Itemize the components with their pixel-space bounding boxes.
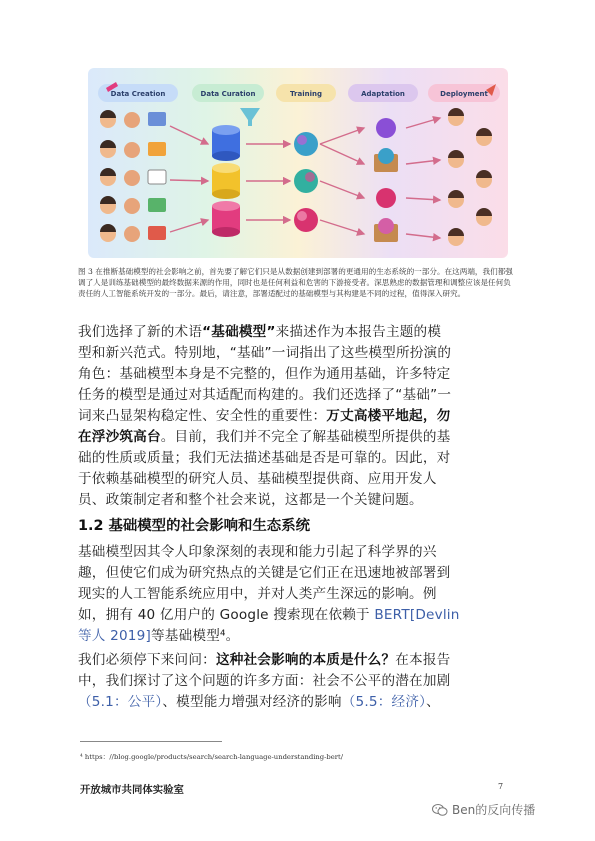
paragraph-foundation-term [78,322,518,511]
stage-header-adaptation [348,84,418,102]
text-line: 现实的人工智能系统应用中，并对人类产生深远的影响。例 [78,586,437,602]
text-line: 型和新兴范式。特别地，“基础”一词指出了这些模型所扮演的 [78,345,452,361]
paragraph-social-impact [78,542,518,647]
watermark [432,801,535,818]
text-line: 中，我们探讨了这个问题的许多方面：社会不公平的潜在加剧 [78,673,451,689]
text-line: 在浮沙筑高台。目前，我们并不完全了解基础模型所提供的基 [78,429,451,445]
text-line: （5.1：公平）、模型能力增强对经济的影响（5.5：经济）、 [78,694,440,710]
footnote-divider [80,741,222,742]
page-number: 7 [498,782,504,791]
stage-header-training [276,84,336,102]
text-line: 角色：基础模型本身是不完整的，但作为通用基础，许多特定 [78,366,451,382]
stage-label-training: Training [290,90,322,98]
text-line: 等人 2019]等基础模型⁴。 [78,628,240,644]
stage-header-curation [192,84,264,102]
stage-label-adaptation: Adaptation [361,90,405,98]
stage-label-curation: Data Curation [200,90,256,98]
ecosystem-diagram [88,68,508,258]
stage-label-creation: Data Creation [110,90,166,98]
citation-link[interactable]: BERT[Devlin [374,607,460,623]
figure-ecosystem [88,68,508,258]
text-line: 任务的模型是通过对其适配而构建的。我们还选择了“基础”一 [78,387,452,403]
text-line: 我们必须停下来问问：这种社会影响的本质是什么？在本报告 [78,652,451,668]
figure-caption: 图 3 在推断基础模型的社会影响之前，首先要了解它们只是从数据创建到部署的更通用的生态系统的一部分。在这两端，我们都强调了人是训练基础模型的最终数据来源的作用，同时也是任何利益和危害的下游接受者。深思熟虑的数据管理和调整应该是任何负责任的人工智能系统开发的一部分。最后，请注意，部署适配过的基础模型与其构建是不同的过程，值得深入研究。 [78,267,513,298]
text-line: 词来凸显架构稳定性、安全性的重要性：万丈高楼平地起，勿 [78,408,451,424]
watermark-text: Ben的反向传播 [452,803,536,817]
stage-label-deployment: Deployment [440,90,488,98]
wechat-icon [432,803,448,817]
footer-organization: 开放城市共同体实验室 [80,784,184,796]
text-line: 于依赖基础模型的研究人员、基础模型提供商、应用开发人 [78,471,437,487]
paragraph-nature-question [78,650,518,713]
text-line: 我们选择了新的术语“基础模型”来描述作为本报告主题的模 [78,324,442,340]
model-sphere-icon [294,132,318,232]
database-pink-icon [212,201,240,237]
section-heading: 1.2 基础模型的社会影响和生态系统 [78,518,310,534]
citation-link[interactable]: 等人 2019] [78,628,152,644]
text-line: 趣，但使它们成为研究热点的关键是它们正在迅速地被部署到 [78,565,451,581]
database-yellow-icon [212,163,240,199]
text-line: 员、政策制定者和整个社会来说，这都是一个关键问题。 [78,492,423,508]
text-line: 础的性质或质量；我们无法描述基础是否是可靠的。因此，对 [78,450,451,466]
section-link-economics[interactable]: （5.5：经济） [341,694,427,710]
database-blue-icon [212,125,240,161]
footnote: ⁴ https：//blog.google/products/search/search-language-understanding-bert/ [80,753,344,761]
section-link-fairness[interactable]: （5.1：公平） [78,694,163,710]
text-line: 基础模型因其令人印象深刻的表现和能力引起了科学界的兴 [78,544,437,560]
text-line: 如，拥有 40 亿用户的 Google 搜索现在依赖于 BERT[Devlin [78,607,460,623]
